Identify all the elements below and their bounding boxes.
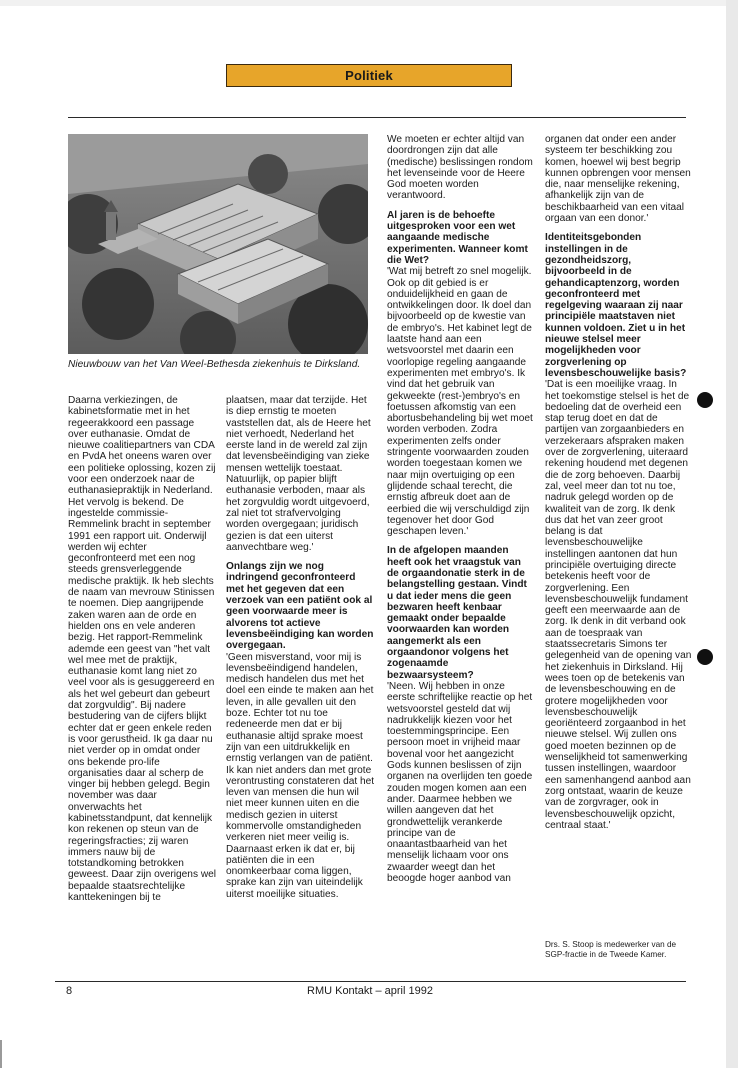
paragraph: Het vervolg is bekend. De ingestelde commissie-Remmelink bracht in september 1991 een rapport uit. Onderwijl werden wij echter geconfronteerd met een nog steeds grensverleggende medische praktijk. Ik heb slechts de naam van mevrouw Stinissen te noemen. Diep aangrijpende zaken waren aan de orde en hielden ons en vele anderen bezig. Het rapport-Remmelink ademde een geest van "het valt wel mee met de praktijk, euthanasie komt lang niet zo veel voor als is gesuggereerd en als het wel gebeurt dan gebeurt dat zorgvuldig". Bij nadere bestudering van de cijfers blijkt echter dat er geen enkele reden is voor gerustheid. Ik ga daar nu niet verder op in omdat onder ons bekende pro-life organisaties daar al scherp de vinger bij hebben gelegd. Begin november was daar onverwachts het kabinetsstandpunt, dat kennelijk kon rekenen op steun van de regeringsfracties; zij waren immers nauw bij de totstandkoming betrokken geweest. Daar zijn overigens wel bepaalde staatsrechtelijke kanttekeningen bij te <box>68 496 217 904</box>
section-header <box>226 64 512 87</box>
paragraph: 'Geen misverstand, voor mij is levensbeëindigend handelen, medisch handelen dus met het doel een einde te maken aan het leven, in alle gevallen uit den boze. Echter tot nu toe redeneerde men dat er bij euthanasie altijd sprake moest zijn van een uitdrukkelijk en ernstig verlangen van de patiënt. Ik kan niet anders dan met grote verontrusting constateren dat het leven van mensen die hun wil niet meer kunnen uiten en die medisch gezien in uiterst kommervolle omstandigheden verkeren niet meer veilig is. Daarnaast erken ik dat er, bij patiënten die in een onomkeerbaar coma liggen, sprake kan zijn van uiteindelijk uiterst moeilijke situaties. <box>226 651 375 900</box>
interview-question: Onlangs zijn we nog indringend geconfronteerd met het gegeven dat een verzoek van een patiënt ook al geen voorwaarde meer is alvorens tot actieve levensbeëindiging kan worden overgegaan. <box>226 561 374 652</box>
column-4 <box>545 134 693 831</box>
paragraph: We moeten er echter altijd van doordrongen zijn dat alle (medische) beslissingen rondom het levenseinde voor de Heere God moeten worden verantwoord. <box>387 134 533 202</box>
page-marker-dot <box>697 649 713 665</box>
page-marker-dot <box>697 392 713 408</box>
page-number: 8 <box>66 985 73 997</box>
hospital-aerial-photo <box>68 134 368 354</box>
photo-caption: Nieuwbouw van het Van Weel-Bethesda ziekenhuis te Dirksland. <box>68 359 361 370</box>
publication-footer: RMU Kontakt – april 1992 <box>307 985 433 997</box>
top-rule <box>68 117 686 118</box>
paragraph: 'Neen. Wij hebben in onze eerste schriftelijke reactie op het wetsvoorstel gesteld dat wij nadrukkelijk kiezen voor het toestemmingsprincipe. Een persoon moet in vrijheid maar bovenal voor het aangezicht Gods kunnen beslissen of zijn organen na overlijden ten goede zouden mogen komen aan een ander. Daarmee hebben we willen aangeven dat het grondwettelijk verankerde principe van de onaantastbaarheid van het menselijk lichaam voor ons zwaarder weegt dan het beoogde hoger aanbod van <box>387 680 533 884</box>
paragraph: organen dat onder een ander systeem ter beschikking zou komen, hoewel wij best begrip kunnen opbrengen voor mensen die, naar menselijke rekening, afhankelijk zijn van de beschikbaarheid van een vitaal orgaan van een donor.' <box>545 134 691 225</box>
author-footnote: Drs. S. Stoop is medewerker van de SGP-fractie in de Tweede Kamer. <box>545 940 677 959</box>
column-1 <box>68 395 216 903</box>
paragraph: 'Wat mij betreft zo snel mogelijk. Ook op dit gebied is er onduidelijkheid en gaan de ontwikkelingen door. Ik doel dan bijvoorbeeld op de kwestie van de embryo's. Het kabinet legt de laatste hand aan een wetsvoorstel met daarin een voorlopige regeling aangaande experimenten met embryo's. Ik vind dat het gebruik van gekweekte (rest-)embryo's en foetussen afkomstig van een abortusbehandeling bij wet moet worden verboden. Zodra experimenten zelfs onder stringente voorwaarden zouden worden toegestaan komen we naar mijn overtuiging op een glijdende schaal terecht, die ernstig afbreuk doet aan de eerbied die wij verschuldigd zijn tegenover het door God geschapen leven.' <box>387 266 533 538</box>
scan-edge-top <box>0 0 738 6</box>
paragraph: 'Dat is een moeilijke vraag. In het toekomstige stelsel is het de bedoeling dat de overheid een stap terug doet en dat de partijen van zorgaanbieders en verzekeraars afspraken maken over de zorgverlening, uiteraard rekening houdend met degenen die de zorg behoeven. Daarbij zal, veel meer dan tot nu toe, nadruk gelegd worden op de kwaliteit van de zorg. Ik denk dus dat het van zeer groot belang is dat levensbeschouwelijke instellingen aantonen dat hun principiële overtuiging directe betekenis heeft voor de zorgverlening. Een levensbeschouwelijk fundament geeft een meerwaarde aan de zorg. Ik denk in dit verband ook aan de toespraak van staatssecretaris Simons ter gelegenheid van de opening van het ziekenhuis in Dirksland. Hij wees toen op de betekenis van de levensbeschouwing en de grotere mogelijkheden voor levensbeschouwelijk georiënteerd zorgaanbod in het nieuwe stelsel. Wij zullen ons goed moeten bezinnen op de wenselijkheid tot samenwerking tussen instellingen, waardoor een samenhangend aanbod aan zorg ontstaat, waarin de keuze van de zorgvrager, ook in levensbeschouwelijk opzicht, centraal staat.' <box>545 379 692 831</box>
paragraph: Daarna verkiezingen, de kabinetsformatie met in het regeerakkoord een passage over euthanasie. Omdat de nieuwe coalitiepartners van CDA en PvdA het oneens waren over een politieke oplossing, kozen zij voor een onderzoek naar de euthanasiepraktijk in Nederland. <box>68 395 216 497</box>
section-title: Politiek <box>345 68 393 83</box>
photo-illustration <box>68 134 368 354</box>
interview-question: Identiteitsgebonden instellingen in de gezondheidszorg, bijvoorbeeld in de gehandicaptenzorg, worden geconfronteerd met regelgeving waaraan zij naar principiële maatstaven niet kunnen voldoen. Ziet u in het nieuwe stelsel meer mogelijkheden voor zorgverlening op levensbeschouwelijke basis? <box>545 232 687 379</box>
paragraph: plaatsen, maar dat terzijde. Het is diep ernstig te moeten vaststellen dat, als de Heere het niet verhoedt, Nederland het eerste land in de wereld zal zijn dat levensbeëindiging van zieke mensen wettelijk toestaat. Natuurlijk, op papier blijft euthanasie verboden, maar als het zorgvuldig wordt uitgevoerd, zal niet tot strafvervolging worden overgegaan; juridisch gezien is dat een uiterst aanvechtbare weg.' <box>226 395 371 553</box>
interview-question: In de afgelopen maanden heeft ook het vraagstuk van de orgaandonatie sterk in de belangstelling gestaan. Vindt u dat ieder mens die geen bezwaren heeft kenbaar gemaakt onder bepaalde voorwaarden kan worden aangemerkt als een orgaandonor volgens het zogenaamde bezwaarsysteem? <box>387 545 527 681</box>
bottom-rule <box>55 981 686 982</box>
scan-edge-left <box>0 1040 2 1068</box>
column-3 <box>387 134 535 884</box>
column-2 <box>226 395 376 900</box>
interview-question: Al jaren is de behoefte uitgesproken voor een wet aangaande medische experimenten. Wanneer komt die Wet? <box>387 209 528 266</box>
scan-edge-right <box>726 0 738 1068</box>
